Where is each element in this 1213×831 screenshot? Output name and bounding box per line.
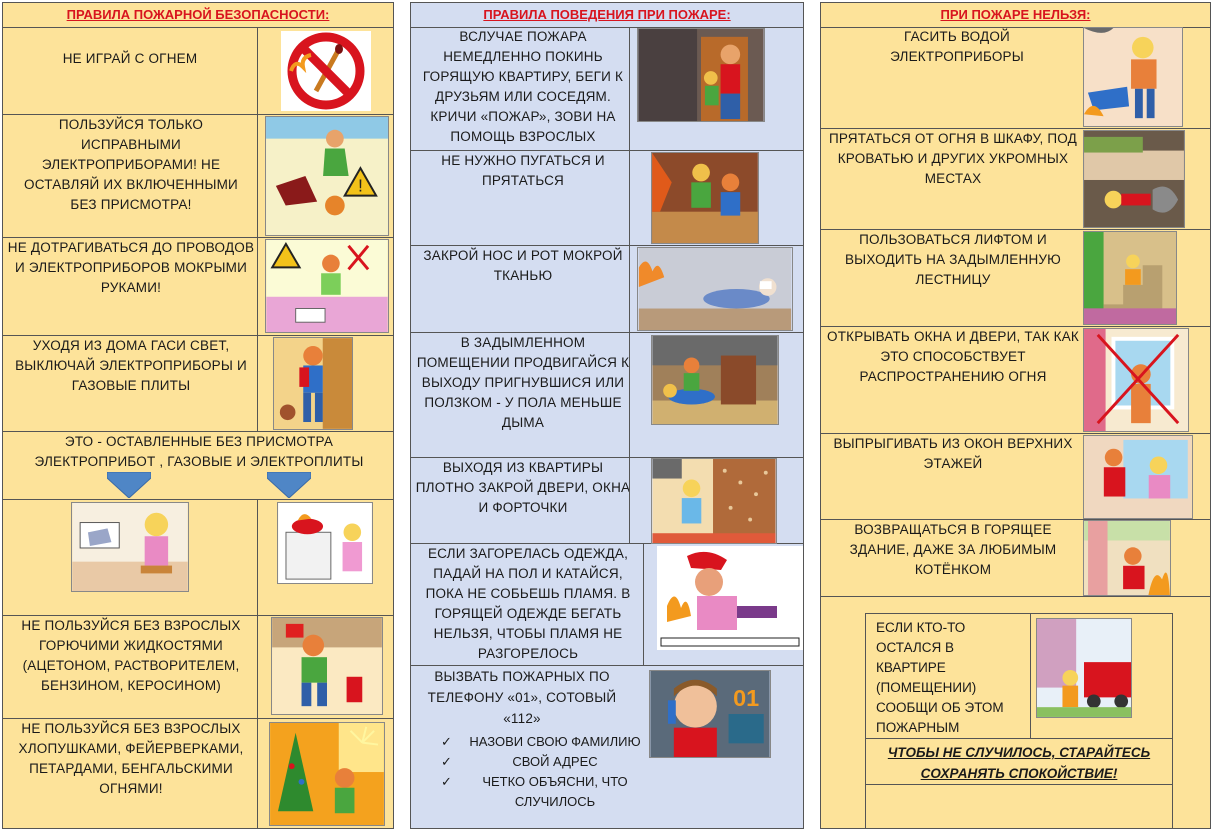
rule-row <box>821 327 1210 434</box>
leave-apartment-illustration <box>637 28 765 122</box>
rule-row <box>3 616 393 719</box>
rule-text: НЕ ПОЛЬЗУЙСЯ БЕЗ ВЗРОСЛЫХ ХЛОПУШКАМИ, ФЕЙЕРВЕРКАМИ, ПЕТАРДАМИ, БЕНГАЛЬСКИМИ ОГНЯМИ! <box>18 721 244 796</box>
rule-row <box>3 115 393 238</box>
rule-row <box>3 336 393 432</box>
rule-text: ГАСИТЬ ВОДОЙ ЭЛЕКТРОПРИБОРЫ <box>890 29 1024 64</box>
rule-row <box>3 238 393 336</box>
rule-text: ЗАКРОЙ НОС И РОТ МОКРОЙ ТКАНЬЮ <box>423 248 623 283</box>
stove-illustration <box>277 502 373 584</box>
fireworks-illustration <box>269 722 385 826</box>
leaving-home-illustration <box>273 337 353 430</box>
rule-row <box>411 666 803 830</box>
wires-child-illustration <box>265 239 389 333</box>
rule-row <box>411 333 803 458</box>
firefighter-illustration <box>1036 618 1132 718</box>
rule-text: ВОЗВРАЩАТЬСЯ В ГОРЯЩЕЕ ЗДАНИЕ, ДАЖЕ ЗА ЛЮБИМЫМ КОТЁНКОМ <box>849 522 1057 577</box>
rule-row <box>821 129 1210 230</box>
down-arrow-icon <box>267 472 311 498</box>
open-window-illustration <box>1083 328 1189 432</box>
checklist-item: ✓ НАЗОВИ СВОЮ ФАМИЛИЮ <box>441 732 641 752</box>
flammable-liquids-illustration <box>271 617 383 715</box>
box-separator <box>866 784 1172 785</box>
jump-window-illustration <box>1083 435 1193 519</box>
fire-safety-rules-column <box>2 2 394 829</box>
iron-child-illustration <box>265 116 389 236</box>
rule-text: ВЫХОДЯ ИЗ КВАРТИРЫ ПЛОТНО ЗАКРОЙ ДВЕРИ, ОКНА И ФОРТОЧКИ <box>415 460 631 515</box>
rule-text: НЕ НУЖНО ПУГАТЬСЯ И ПРЯТАТЬСЯ <box>441 153 605 188</box>
rule-text: НЕ ДОТРАГИВАТЬСЯ ДО ПРОВОДОВ И ЭЛЕКТРОПРИБОРОВ МОКРЫМИ РУКАМИ! <box>7 240 255 295</box>
close-door-illustration <box>651 458 777 544</box>
rule-text: ЕСЛИ ЗАГОРЕЛАСЬ ОДЕЖДА, ПАДАЙ НА ПОЛ И КАТАЙСЯ, ПОКА НЕ СОБЬЕШЬ ПЛАМЯ. В ГОРЯЩЕЙ ОДЕЖДЕ БЕГАТЬ НЕЛЬЗЯ, ЧТОБЫ ПЛАМЯ НЕ РАЗГОРЕЛОСЬ <box>425 546 631 661</box>
row-divider <box>629 246 630 332</box>
svg-text:!: ! <box>357 175 363 196</box>
rule-row <box>821 434 1210 520</box>
crawl-smoke-illustration <box>651 335 779 425</box>
rule-text: НЕ ПОЛЬЗУЙСЯ БЕЗ ВЗРОСЛЫХ ГОРЮЧИМИ ЖИДКОСТЯМИ (АЦЕТОНОМ, РАСТВОРИТЕЛЕМ, БЕНЗИНОМ, КЕРОСИНОМ) <box>21 618 241 693</box>
column-header: ПРИ ПОЖАРЕ НЕЛЬЗЯ: <box>821 3 1210 28</box>
rule-row <box>411 246 803 333</box>
call-checklist <box>441 732 641 812</box>
row-divider <box>643 544 644 665</box>
rule-text: УХОДЯ ИЗ ДОМА ГАСИ СВЕТ, ВЫКЛЮЧАЙ ЭЛЕКТРОПРИБОРЫ И ГАЗОВЫЕ ПЛИТЫ <box>15 338 247 393</box>
rule-text: НЕ ИГРАЙ С ОГНЕМ <box>62 51 198 66</box>
column-header: ПРАВИЛА ПОВЕДЕНИЯ ПРИ ПОЖАРЕ: <box>411 3 803 28</box>
rule-row <box>411 27 803 151</box>
burning-clothes-illustration <box>657 546 803 650</box>
rule-row <box>411 458 803 544</box>
box-divider <box>1030 614 1031 738</box>
rule-text: ПОЛЬЗОВАТЬСЯ ЛИФТОМ И ВЫХОДИТЬ НА ЗАДЫМЛЕННУЮ ЛЕСТНИЦУ <box>844 232 1062 287</box>
fire-behavior-rules-column <box>410 2 804 829</box>
rule-text: ВЫЗВАТЬ ПОЖАРНЫХ ПО ТЕЛЕФОНУ «01», СОТОВЫЙ «112» <box>427 669 617 726</box>
wet-cloth-illustration <box>637 247 793 331</box>
rule-row <box>821 230 1210 327</box>
rule-row <box>3 27 393 115</box>
row-divider <box>629 27 630 150</box>
rule-row <box>821 27 1210 129</box>
return-building-illustration <box>1083 520 1171 596</box>
report-text: ЕСЛИ КТО-ТО ОСТАЛСЯ В КВАРТИРЕ (ПОМЕЩЕНИИ) СООБЩИ ОБ ЭТОМ ПОЖАРНЫМ <box>876 620 1004 735</box>
row-divider <box>629 151 630 245</box>
row-divider <box>629 458 630 543</box>
dont-hide-illustration <box>651 152 759 244</box>
no-matches-icon <box>281 31 371 111</box>
phone-01-illustration <box>649 670 771 758</box>
down-arrow-icon <box>107 472 151 498</box>
rule-text: ОТКРЫВАТЬ ОКНА И ДВЕРИ, ТАК КАК ЭТО СПОСОБСТВУЕТ РАСПРОСТРАНЕНИЮ ОГНЯ <box>827 329 1079 384</box>
row-divider <box>629 333 630 457</box>
rule-text: ПОЛЬЗУЙСЯ ТОЛЬКО ИСПРАВНЫМИ ЭЛЕКТРОПРИБОРАМИ! НЕ ОСТАВЛЯЙ ИХ ВКЛЮЧЕННЫМИ БЕЗ ПРИСМОТРА! <box>24 117 238 212</box>
column-header: ПРАВИЛА ПОЖАРНОЙ БЕЗОПАСНОСТИ: <box>3 3 393 28</box>
report-box <box>865 613 1173 829</box>
rule-text: ВСЛУЧАЕ ПОЖАРА НЕМЕДЛЕННО ПОКИНЬ ГОРЯЩУЮ КВАРТИРУ, БЕГИ К ДРУЗЬЯМ ИЛИ СОСЕДЯМ. КРИЧИ «ПОЖАР», ЗОВИ НА ПОМОЩЬ ВЗРОСЛЫХ <box>422 29 624 144</box>
unattended-appliances-row <box>3 500 393 616</box>
forbidden-actions-column <box>820 2 1211 829</box>
rule-text: В ЗАДЫМЛЕННОМ ПОМЕЩЕНИИ ПРОДВИГАЙСЯ К ВЫХОДУ ПРИГНУВШИСЯ ИЛИ ПОЛЗКОМ - У ПОЛА МЕНЬШЕ ДЫМА <box>416 335 630 430</box>
rule-text: ВЫПРЫГИВАТЬ ИЗ ОКОН ВЕРХНИХ ЭТАЖЕЙ <box>833 436 1073 471</box>
final-note: ЧТОБЫ НЕ СЛУЧИЛОСЬ, СТАРАЙТЕСЬ СОХРАНЯТЬ СПОКОЙСТВИЕ! <box>887 745 1151 781</box>
rule-text: ЭТО - ОСТАВЛЕННЫЕ БЕЗ ПРИСМОТРА ЭЛЕКТРОПРИБОТ , ГАЗОВЫЕ И ЭЛЕКТРОПЛИТЫ <box>34 434 364 469</box>
rule-row <box>411 151 803 246</box>
box-separator <box>866 738 1172 739</box>
unattended-appliances-illustration <box>71 502 189 592</box>
phone-number-label: 01 <box>733 685 760 712</box>
rule-row <box>411 544 803 666</box>
rule-text: ПРЯТАТЬСЯ ОТ ОГНЯ В ШКАФУ, ПОД КРОВАТЬЮ И ДРУГИХ УКРОМНЫХ МЕСТАХ <box>828 131 1078 186</box>
unattended-row <box>3 432 393 500</box>
water-appliance-illustration <box>1083 27 1183 127</box>
rule-row <box>821 520 1210 597</box>
smoky-stairs-illustration <box>1083 231 1177 325</box>
hide-under-bed-illustration <box>1083 130 1185 228</box>
rule-row <box>3 719 393 830</box>
checklist-item: ✓ СВОЙ АДРЕС <box>441 752 641 772</box>
checklist-item: ✓ ЧЕТКО ОБЪЯСНИ, ЧТО СЛУЧИЛОСЬ <box>441 772 641 812</box>
